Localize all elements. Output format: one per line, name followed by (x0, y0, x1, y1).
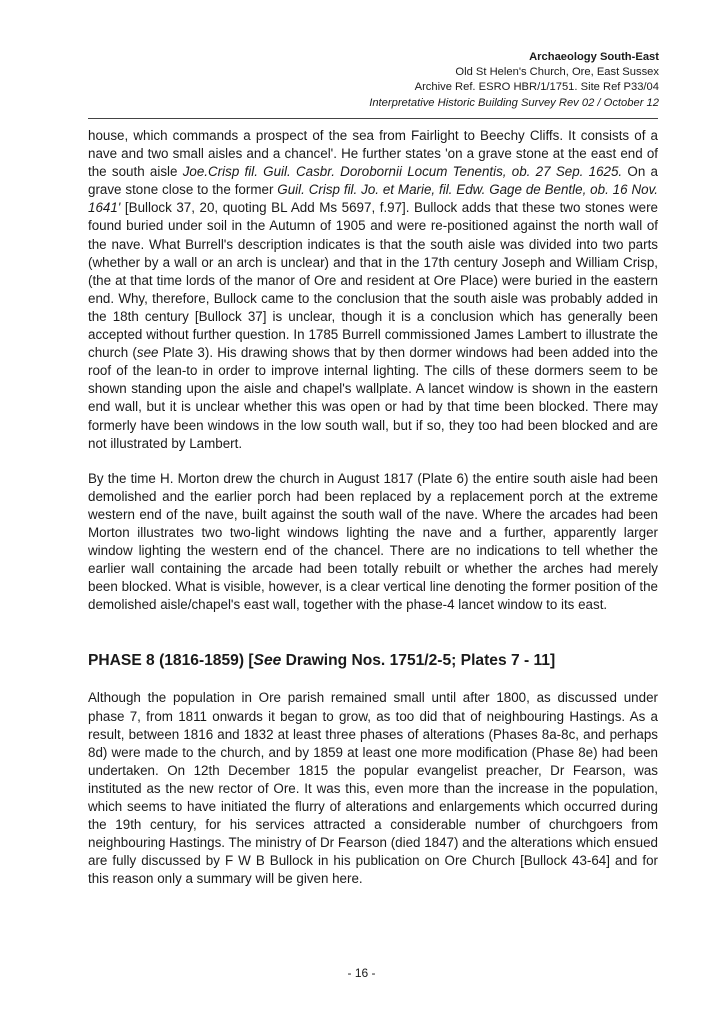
paragraph-burrell (88, 127, 658, 453)
paragraph-morton: By the time H. Morton drew the church in August 1817 (Plate 6) the entire south aisle had been demolished and the earlier porch had been replaced by a replacement porch at the extreme western end of the nave, built against the south wall of the nave. Where the arcades had been Morton illustrates two two-light windows lighting the nave and a further, apparently larger window lighting the western end of the chancel. There are no indications to tell whether the earlier wall containing the arcade had been totally rebuilt or whether the arches had merely been blocked. What is visible, however, is a clear vertical line denoting the former position of the demolished aisle/chapel's east wall, together with the phase-4 lancet window to its east. (88, 470, 658, 613)
text-run: [Bullock 37, 20, quoting BL Add Ms 5697, f.97]. Bullock adds that these two stones were found buried under soil in the Autumn of 1905 and were re-positioned against the north wall of the nave. What Burrell's description indicates is that the south aisle was divided into two parts (whether by a wall or an arch is unclear) and that in the 17th century Joseph and William Crisp, (the at that time lords of the manor of Ore and resident at Ore Place) were buried in the eastern end. Why, therefore, Bullock came to the conclusion that the south aisle was probably added in the 18th century [Bullock 37] is unclear, though it is a conclusion which has generally been accepted without further question. In 1785 Burrell commissioned James Lambert to illustrate the church ( (88, 200, 658, 361)
italic-inscription: Joe.Crisp fil. Guil. Casbr. Dorobornii Locum Tenentis, ob. 27 Sep. 1625. (182, 164, 623, 180)
text-run: On a grave stone close to the former (88, 164, 658, 198)
heading-italic: See (253, 652, 282, 670)
site-name: Old St Helen's Church, Ore, East Sussex (455, 66, 659, 79)
italic-see: see (136, 345, 159, 361)
archive-reference: Archive Ref. ESRO HBR/1/1751. Site Ref P33/04 (414, 81, 659, 94)
page-header (99, 50, 659, 111)
text-run: Plate 3). His drawing shows that by then dormer windows had been added into the roof of the lean-to in order to improve internal lighting. The cills of these dormers seem to be shown standing upon the aisle and chapel's wallplate. A lancet window is shown in the eastern end wall, but it is unclear whether this was open or had by that time been blocked. There may formerly have been windows in the low south wall, but if so, they too had been blocked and are not illustrated by Lambert. (88, 345, 658, 451)
italic-inscription: Guil. Crisp fil. Jo. et Marie, fil. Edw. Gage de Bentle, ob. 16 Nov. 1641' (88, 182, 658, 216)
organisation-name: Archaeology South-East (529, 51, 659, 63)
paragraph-population: Although the population in Ore parish remained small until after 1800, as discussed under phase 7, from 1811 onwards it began to grow, as too did that of neighbouring Hastings. As a result, between 1816 and 1832 at least three phases of alterations (Phases 8a-8c, and perhaps 8d) were made to the church, and by 1859 at least one more modification (Phase 8e) had been undertaken. On 12th December 1815 the popular evangelist preacher, Dr Fearson, was instituted as the new rector of Ore. It was this, even more than the increase in the population, which seems to have initiated the flurry of alterations and enlargements which occurred during the 19th century, for his services attracted a considerable number of churchgoers from neighbouring Hastings. The ministry of Dr Fearson (died 1847) and the alterations which ensued are fully discussed by F W B Bullock in his publication on Ore Church [Bullock 43-64] and for this reason only a summary will be given here. (88, 690, 658, 887)
heading-run: PHASE 8 (1816-1859) [ (88, 652, 254, 670)
text-run: house, which commands a prospect of the sea from Fairlight to Beechy Cliffs. It consists of a nave and two small aisles and a chancel'. He further states 'on a grave stone at the east end of the south aisle (88, 128, 658, 180)
heading-run: Drawing Nos. 1751/2-5; Plates 7 - 11] (281, 652, 556, 670)
page-body (88, 127, 658, 888)
page-number: - 16 - (347, 966, 376, 980)
document-title: Interpretative Historic Building Survey Rev 02 / October 12 (369, 96, 659, 109)
header-rule (88, 118, 658, 119)
section-heading-phase-8 (88, 651, 658, 671)
